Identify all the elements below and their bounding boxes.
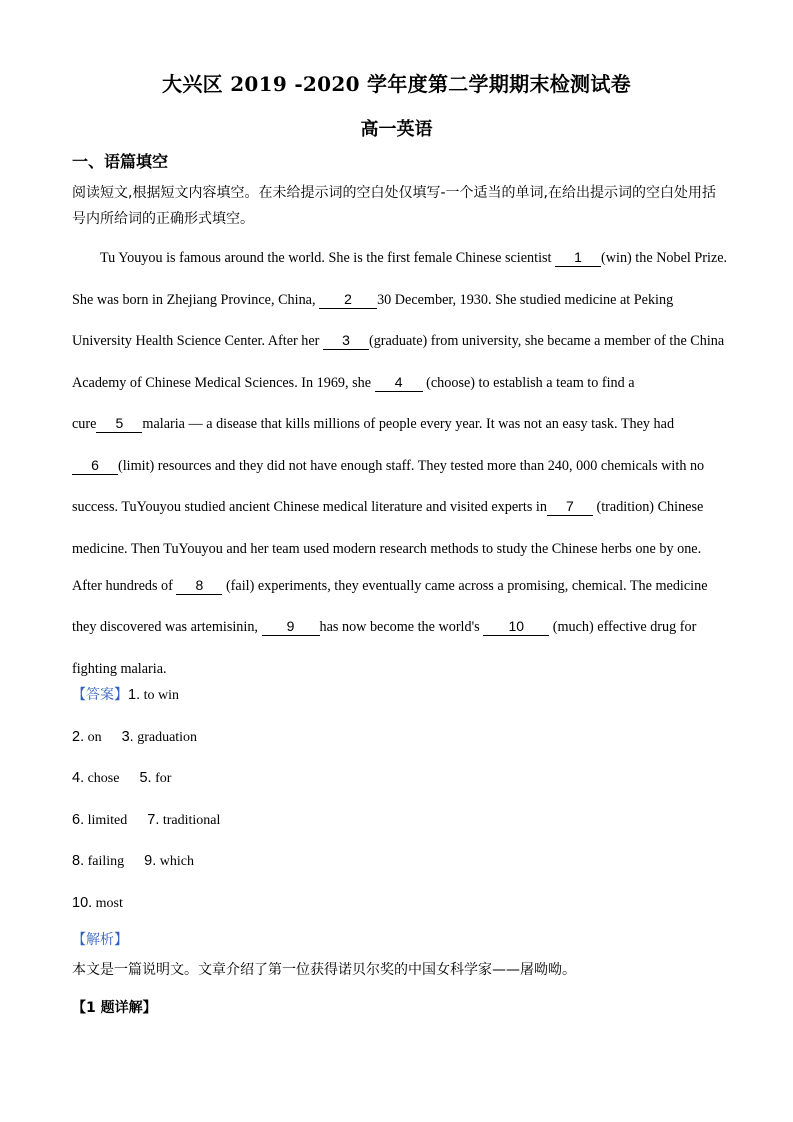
passage-text: malaria — a disease that kills millions of people every year. It was not an easy task. They had [142,416,675,432]
passage-line [72,615,724,657]
section-heading: 一、语篇填空 [72,152,169,171]
answer-line [72,850,220,892]
passage-line [72,574,724,616]
answer-number: 7. [147,811,160,828]
answer-number: 9. [144,853,157,869]
answer-text: to win [140,688,179,703]
answer-text: on [84,729,102,745]
answer-label: 【答案】 [72,687,128,703]
answer-number: 10. [72,894,93,911]
answer-line [72,726,220,768]
answer-line [72,767,220,809]
blank-3: 3 [323,332,369,350]
answer-number: 2. [72,728,85,745]
page-subtitle: 高一英语 [360,119,433,140]
blank-8: 8 [176,577,222,595]
analysis-label: 【解析】 [72,932,128,948]
passage-text: (graduate) from university, she became a member of the China [368,333,725,349]
answer-line [72,809,220,851]
answer-text: chose [84,771,120,786]
blank-9: 9 [262,618,320,636]
passage-line [72,371,724,413]
passage-text: 30 December, 1930. She studied medicine at Peking [377,291,674,308]
answer-text: most [92,895,123,911]
passage-line [72,537,724,574]
passage-text: Academy of Chinese Medical Sciences. In 1969, she [72,374,375,391]
passage-text: fighting malaria. [72,660,167,677]
answer-number: 4. [72,770,85,786]
answer-number: 8. [72,853,85,869]
instructions-text: 阅读短文,根据短文内容填空。在未给提示词的空白处仅填写-一个适当的单词,在给出提示词的空白处用括号内所给词的正确形式填空。 [72,185,716,227]
passage-text: has now become the world's [319,619,484,635]
passage-text: She was born in Zhejiang Province, China, [72,291,320,308]
passage-text: (fail) experiments, they eventually came across a promising, chemical. The medicine [222,577,708,594]
passage-line [72,495,724,537]
answer-number: 1. [128,687,141,703]
passage-line [72,288,724,330]
answer-text: graduation [133,729,198,745]
passage-line [72,454,724,496]
answer-text: failing [84,854,125,869]
passage-text: (tradition) Chinese [592,499,704,515]
passage-text: Tu Youyou is famous around the world. She is the first female Chinese scientist [100,250,556,266]
blank-1: 1 [555,249,601,267]
passage-text: (choose) to establish a team to find a [422,374,635,391]
passage-text: medicine. Then TuYouyou and her team used modern research methods to study the Chinese herbs one by one. [72,540,702,557]
passage-text: (limit) resources and they did not have enough staff. They tested more than 240, 000 chemicals with no [118,457,705,474]
page-title: 大兴区 2019 -2020 学年度第二学期期末检测试卷 [162,72,631,96]
blank-4: 4 [375,374,423,392]
passage-text: cure [72,416,97,432]
answer-number: 5. [139,770,152,786]
answer-text: limited [84,812,128,828]
detail-label: 【1 题详解】 [72,1000,157,1016]
answer-text: for [151,771,172,786]
blank-10: 10 [483,618,549,636]
answer-block [72,684,220,933]
blank-6: 6 [72,457,118,475]
answer-number: 6. [72,811,85,828]
passage-text: they discovered was artemisinin, [72,619,262,635]
answer-number: 3. [121,728,134,745]
blank-7: 7 [547,498,593,516]
passage-text: (win) the Nobel Prize. [601,250,728,266]
analysis-text: 本文是一篇说明文。文章介绍了第一位获得诺贝尔奖的中国女科学家——屠呦呦。 [72,962,576,978]
passage-line [72,246,728,288]
passage-text: University Health Science Center. After her [72,333,323,349]
answer-line [72,684,220,726]
passage-line [72,412,724,454]
passage-text: (much) effective drug for [549,619,697,635]
answer-text: traditional [159,812,221,828]
answer-line [72,892,220,934]
passage-text: success. TuYouyou studied ancient Chinese medical literature and visited experts in [72,499,547,515]
blank-2: 2 [319,291,377,309]
answer-text: which [156,854,194,869]
blank-5: 5 [96,415,142,433]
passage-line [72,329,724,371]
passage [72,246,728,698]
passage-text: After hundreds of [72,577,177,594]
